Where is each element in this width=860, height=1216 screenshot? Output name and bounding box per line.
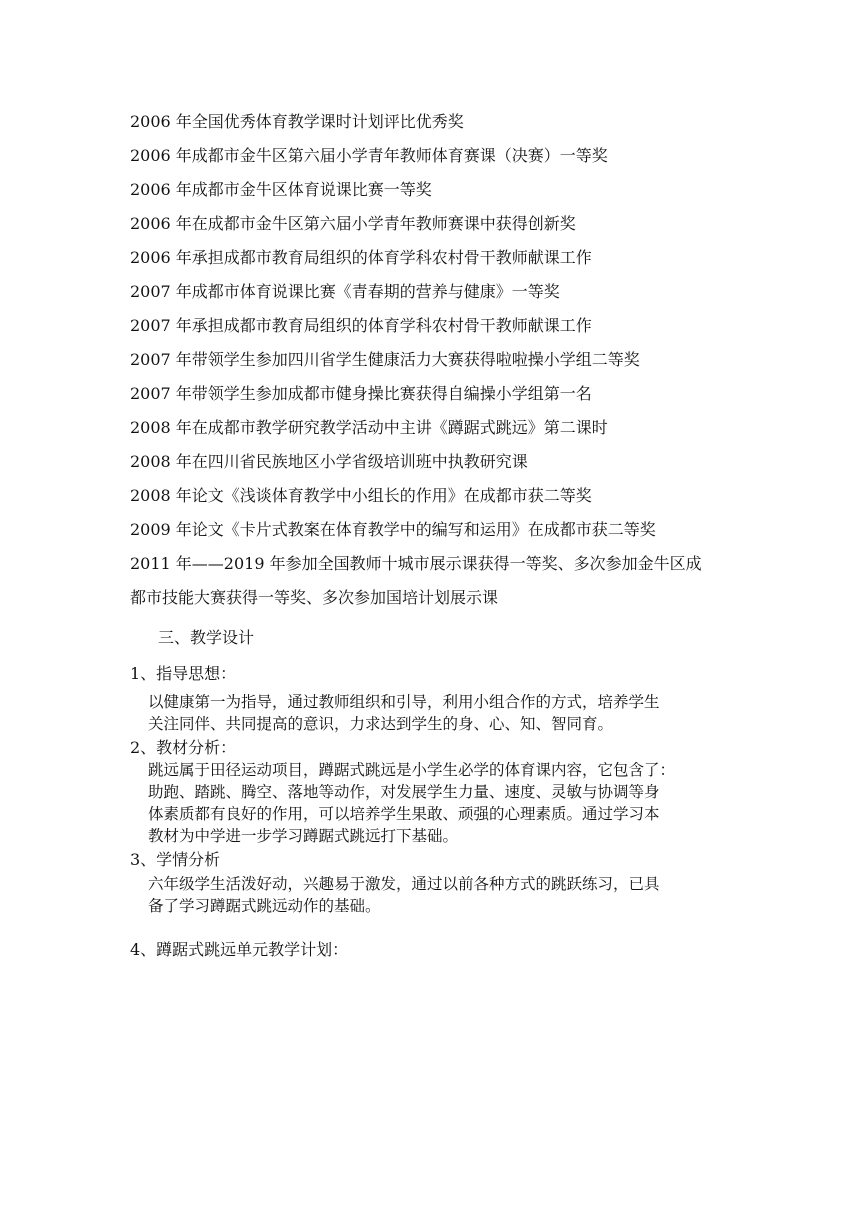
guide-line: 以健康第一为指导，通过教师组织和引导，利用小组合作的方式，培养学生 — [148, 693, 660, 711]
award-line: 2006 年承担成都市教育局组织的体育学科农村骨干教师献课工作 — [130, 248, 592, 267]
material-line: 体素质都有良好的作用，可以培养学生果敢、顽强的心理素质。通过学习本 — [148, 805, 660, 823]
plan-title: 4、蹲踞式跳远单元教学计划： — [130, 940, 349, 959]
award-line: 2007 年承担成都市教育局组织的体育学科农村骨干教师献课工作 — [130, 316, 592, 335]
material-line: 助跑、踏跳、腾空、落地等动作，对发展学生力量、速度、灵敏与协调等身 — [148, 783, 660, 801]
students-title: 3、学情分析 — [130, 850, 221, 869]
award-line: 2008 年论文《浅谈体育教学中小组长的作用》在成都市获二等奖 — [130, 486, 592, 505]
award-line: 2007 年成都市体育说课比赛《青春期的营养与健康》一等奖 — [130, 282, 560, 301]
award-line: 2006 年成都市金牛区体育说课比赛一等奖 — [130, 180, 432, 199]
award-2011-line-2: 都市技能大赛获得一等奖、多次参加国培计划展示课 — [130, 588, 499, 607]
section-heading: 三、教学设计 — [158, 628, 255, 647]
award-line: 2007 年带领学生参加四川省学生健康活力大赛获得啦啦操小学组二等奖 — [130, 350, 640, 369]
award-line: 2006 年成都市金牛区第六届小学青年教师体育赛课（决赛）一等奖 — [130, 146, 608, 165]
award-line: 2008 年在四川省民族地区小学省级培训班中执教研究课 — [130, 452, 528, 471]
award-line: 2008 年在成都市教学研究教学活动中主讲《蹲踞式跳远》第二课时 — [130, 418, 608, 437]
material-line: 跳远属于田径运动项目，蹲踞式跳远是小学生必学的体育课内容，它包含了： — [148, 761, 676, 779]
award-line: 2007 年带领学生参加成都市健身操比赛获得自编操小学组第一名 — [130, 384, 592, 403]
guide-line: 关注同伴、共同提高的意识，力求达到学生的身、心、知、智同育。 — [148, 715, 614, 733]
material-line: 教材为中学进一步学习蹲踞式跳远打下基础。 — [148, 827, 459, 845]
award-line: 2006 年全国优秀体育教学课时计划评比优秀奖 — [130, 112, 464, 131]
material-title: 2、教材分析： — [130, 738, 237, 757]
award-2011-line-1: 2011 年——2019 年参加全国教师十城市展示课获得一等奖、多次参加金牛区成 — [130, 554, 702, 573]
award-line: 2009 年论文《卡片式教案在体育教学中的编写和运用》在成都市获二等奖 — [130, 520, 656, 539]
guide-title: 1、指导思想： — [130, 664, 237, 683]
students-line: 备了学习蹲踞式跳远动作的基础。 — [148, 897, 381, 915]
students-line: 六年级学生活泼好动，兴趣易于激发，通过以前各种方式的跳跃练习，已具 — [148, 875, 660, 893]
award-line: 2006 年在成都市金牛区第六届小学青年教师赛课中获得创新奖 — [130, 214, 576, 233]
